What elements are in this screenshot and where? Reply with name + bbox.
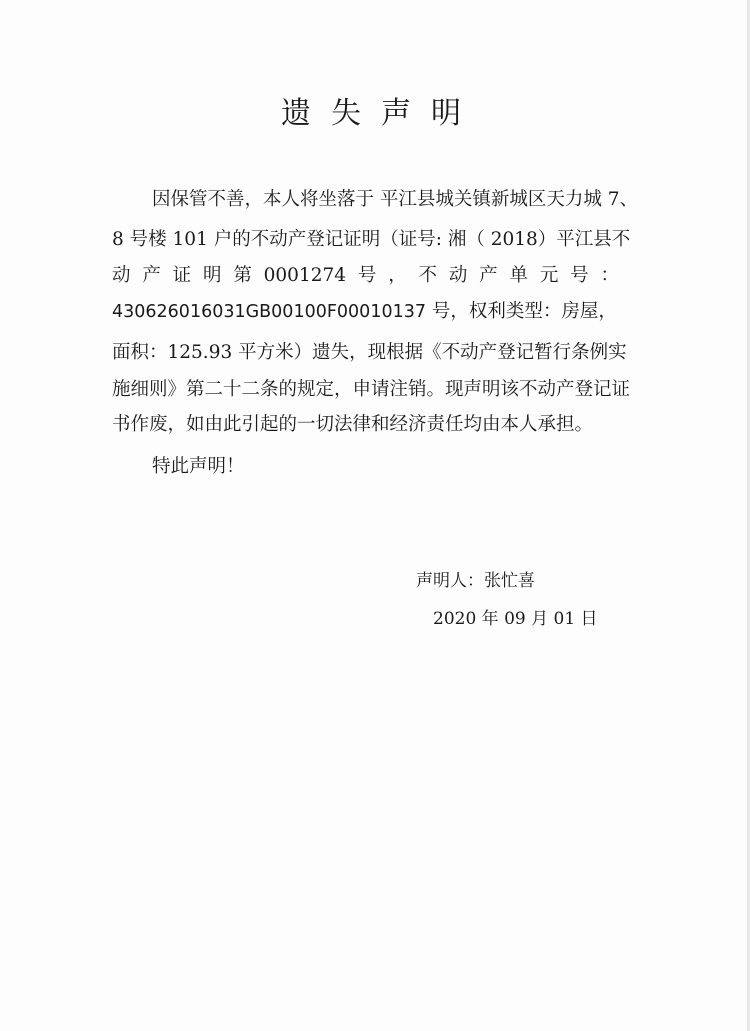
body-line-3 <box>112 262 619 290</box>
document-title: 遗失声明 <box>281 96 481 131</box>
declaration-date: 2020 年 09 月 01 日 <box>433 609 598 629</box>
body-line-3-part: 号 <box>357 265 377 286</box>
body-line-3-part: 动 <box>112 265 131 286</box>
body-line-4-rest: 号，权利类型：房屋， <box>425 301 617 322</box>
body-line-3-part: 产 <box>142 265 161 286</box>
body-line-1: 因保管不善，本人将坐落于 平江县城关镇新城区天力城 7、 <box>152 189 639 210</box>
body-line-3-part: 0001274 <box>263 265 347 286</box>
closing-line: 特此声明！ <box>152 456 245 477</box>
body-line-3-part: 号 <box>570 265 589 286</box>
body-line-3-part: 元 <box>539 265 559 286</box>
body-line-5: 面积：125.93 平方米）遗失，现根据《不动产登记暂行条例实 <box>112 342 627 363</box>
body-line-3-part: ， <box>388 265 407 286</box>
body-line-3-part: ： <box>600 265 619 286</box>
body-line-2: 8 号楼 101 户的不动产登记证明（证号: 湘（ 2018）平江县不 <box>112 229 631 250</box>
body-line-3-part: 不 <box>418 265 438 286</box>
declarant-signature: 声明人：张忙喜 <box>416 571 535 591</box>
body-line-3-part: 第 <box>233 265 252 286</box>
body-line-3-part: 明 <box>202 265 222 286</box>
body-line-3-part: 单 <box>509 265 529 286</box>
body-line-7: 书作废，如由此引起的一切法律和经济责任均由本人承担。 <box>112 414 594 435</box>
body-line-3-part: 产 <box>479 265 498 286</box>
body-line-3-part: 动 <box>448 265 468 286</box>
body-line-4 <box>112 298 617 326</box>
body-line-3-part: 证 <box>172 265 192 286</box>
property-unit-number: 430626016031GB00100F00010137 <box>112 302 426 322</box>
body-line-6: 施细则》第二十二条的规定，申请注销。现声明该不动产登记证 <box>112 379 631 400</box>
